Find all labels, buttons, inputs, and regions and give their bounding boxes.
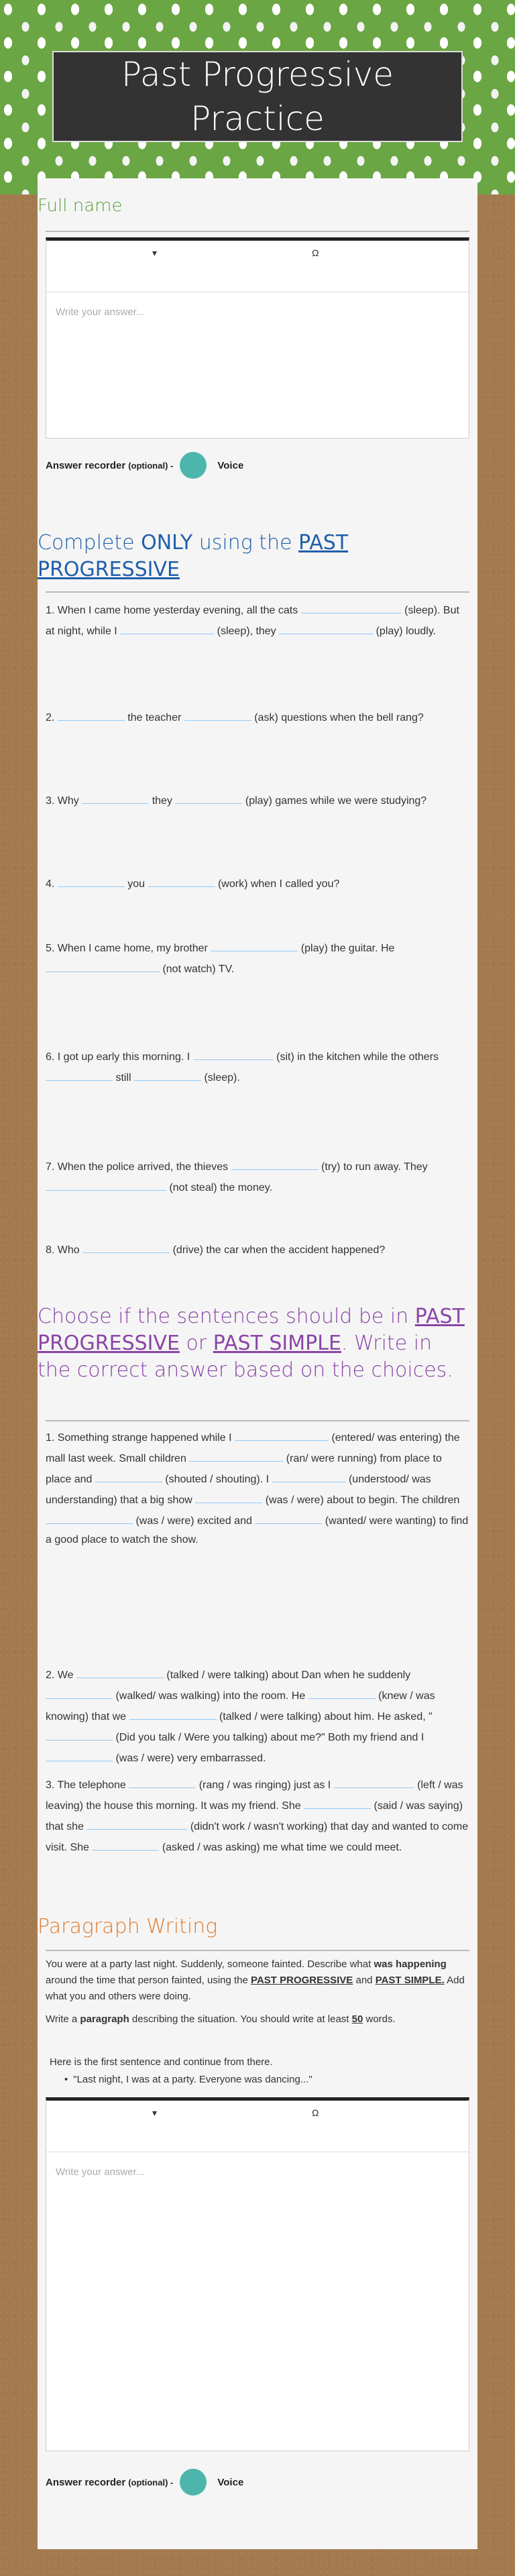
answer-blank[interactable] (235, 1427, 329, 1441)
answer-blank[interactable] (129, 1774, 196, 1788)
answer-blank[interactable] (301, 599, 402, 613)
answer-blank[interactable] (87, 1816, 187, 1830)
question-5: 5. When I came home, my brother (play) the guitar. He (not watch) TV. (46, 937, 469, 979)
recorder-optional: (optional) - (128, 460, 174, 471)
answer-blank[interactable] (189, 1448, 283, 1462)
question-3: 3. Why they (play) games while we were studying? (46, 790, 469, 811)
full-name-heading: Full name (38, 196, 123, 216)
section2-heading: Choose if the sentences should be in PAST PROGRESSIVE or PAST SIMPLE. Write in the correct answer based on the choices. (38, 1305, 465, 1382)
voice-label: Voice (217, 459, 244, 471)
question-8: 8. Who (drive) the car when the accident happened? (46, 1239, 469, 1260)
answer-blank[interactable] (120, 620, 214, 634)
special-char-icon[interactable]: Ω (312, 247, 319, 258)
first-sentence-hint: Here is the first sentence and continue from there. (50, 2056, 273, 2068)
question-1: 1. When I came home yesterday evening, all the cats (sleep). But at night, while I (sleep), they (play) loudly. (46, 599, 469, 641)
name-answer-editor[interactable] (46, 237, 469, 438)
choice-question-3: 3. The telephone (rang / was ringing) just as I (left / was leaving) the house this morning. It was my friend. She (said / was saying) that she (didn't work / wasn't working) that day and wanted to come visit. She (asked / was asking) me what time we could meet. (46, 1774, 469, 1857)
answer-blank[interactable] (334, 1774, 414, 1788)
paragraph-requirement: Write a paragraph describing the situation. You should write at least 50 words. (46, 2013, 396, 2025)
section3-heading: Paragraph Writing (38, 1915, 218, 1938)
title-box (52, 51, 463, 142)
answer-blank[interactable] (272, 1468, 346, 1482)
answer-blank[interactable] (76, 1664, 164, 1678)
recorder-optional: (optional) - (128, 2477, 174, 2487)
special-char-icon[interactable]: Ω (312, 2107, 319, 2118)
answer-blank[interactable] (46, 1510, 133, 1524)
paragraph-answer-editor[interactable] (46, 2097, 469, 2451)
answer-blank[interactable] (46, 958, 160, 972)
recorder-label: Answer recorder (46, 459, 126, 471)
answer-blank[interactable] (58, 873, 125, 887)
answer-blank[interactable] (46, 1685, 113, 1699)
question-7: 7. When the police arrived, the thieves (try) to run away. They (not steal) the money. (46, 1156, 469, 1197)
font-dropdown-icon[interactable]: ▾ (152, 247, 158, 258)
editor-toolbar (46, 2101, 469, 2152)
answer-blank[interactable] (279, 620, 373, 634)
section1-heading: Complete ONLY using the PAST PROGRESSIVE (38, 531, 349, 581)
answer-blank[interactable] (211, 937, 298, 951)
answer-blank[interactable] (82, 1239, 170, 1253)
answer-recorder (46, 2469, 243, 2496)
voice-label: Voice (217, 2476, 244, 2488)
paragraph-instructions: You were at a party last night. Suddenly, someone fainted. Describe what was happening around the time that person fainted, using the PAST PROGRESSIVE and PAST SIMPLE. Add what you and others were doing. (46, 1958, 465, 2002)
answer-blank[interactable] (46, 1067, 113, 1081)
answer-blank[interactable] (129, 1706, 217, 1720)
answer-blank[interactable] (95, 1468, 162, 1482)
answer-blank[interactable] (255, 1510, 322, 1524)
choice-question-2: 2. We (talked / were talking) about Dan when he suddenly (walked/ was walking) into the room. He (knew / was knowing) that we (talked / were talking) about him. He asked, " (Did you talk / Were you talking) about me?" Both my friend and I (was / were) very embarrassed. (46, 1664, 469, 1768)
divider (46, 231, 469, 232)
answer-placeholder: Write your answer... (56, 2166, 145, 2178)
record-button[interactable] (180, 2469, 207, 2496)
question-6: 6. I got up early this morning. I (sit) in the kitchen while the others still (sleep). (46, 1046, 469, 1088)
answer-blank[interactable] (58, 707, 125, 721)
page-title: Past Progressive Practice (121, 55, 394, 138)
font-dropdown-icon[interactable]: ▾ (152, 2107, 158, 2118)
question-2: 2. the teacher (ask) questions when the bell rang? (46, 707, 469, 727)
answer-blank[interactable] (231, 1156, 319, 1170)
record-button[interactable] (180, 452, 207, 479)
recorder-label: Answer recorder (46, 2476, 126, 2488)
editor-toolbar (46, 241, 469, 292)
divider (46, 1420, 469, 1421)
choice-question-1: 1. Something strange happened while I (entered/ was entering) the mall last week. Small children (ran/ were running) from place to place and (shouted / shouting). I (understood/ was understanding) that a big show (was / were) about to begin. The children (was / were) excited and (wanted/ were wanting) to find a good place to watch the show. (46, 1427, 469, 1549)
divider (46, 1950, 469, 1951)
answer-blank[interactable] (134, 1067, 201, 1081)
answer-blank[interactable] (184, 707, 251, 721)
header-banner (0, 0, 515, 194)
answer-blank[interactable] (193, 1046, 274, 1060)
answer-blank[interactable] (46, 1726, 113, 1741)
bullet-icon: • (64, 2074, 68, 2085)
answer-blank[interactable] (175, 790, 242, 804)
answer-blank[interactable] (195, 1489, 262, 1503)
answer-recorder (46, 452, 243, 479)
answer-blank[interactable] (304, 1795, 371, 1809)
worksheet-card (38, 178, 477, 2549)
answer-blank[interactable] (308, 1685, 376, 1699)
answer-placeholder: Write your answer... (56, 306, 145, 318)
starter-sentence: • "Last night, I was at a party. Everyone was dancing..." (64, 2074, 312, 2085)
answer-blank[interactable] (82, 790, 149, 804)
answer-blank[interactable] (46, 1177, 166, 1191)
answer-blank[interactable] (46, 1747, 113, 1761)
divider (46, 591, 469, 593)
answer-blank[interactable] (92, 1836, 159, 1851)
question-4: 4. you (work) when I called you? (46, 873, 469, 894)
answer-blank[interactable] (148, 873, 215, 887)
